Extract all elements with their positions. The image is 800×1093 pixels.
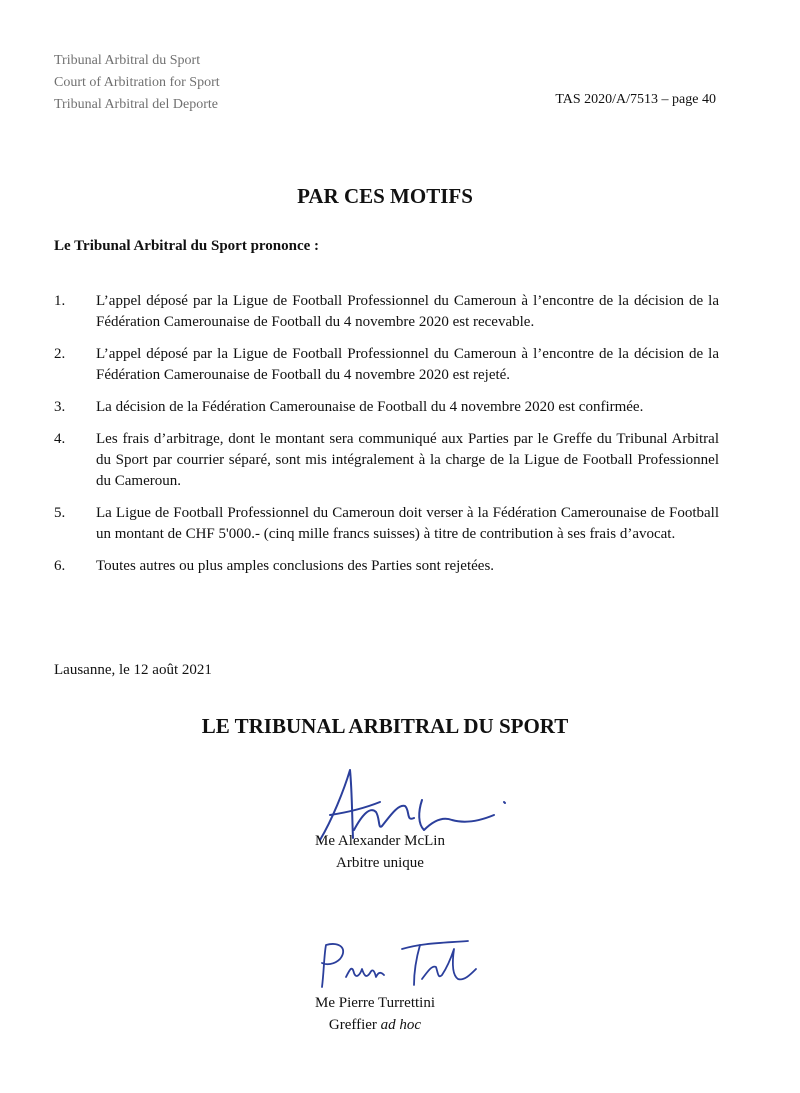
ruling-item <box>54 291 719 333</box>
arbitre-name: Me Alexander McLin <box>315 833 445 849</box>
institution-name-fr: Tribunal Arbitral du Sport <box>54 53 201 68</box>
greffier-role: Greffier <box>328 1017 377 1033</box>
intro-line: Le Tribunal Arbitral du Sport prononce : <box>54 238 320 254</box>
ruling-number: 5. <box>54 505 66 521</box>
section-title: PAR CES MOTIFS <box>297 184 473 208</box>
institution-name-es: Tribunal Arbitral del Deporte <box>54 97 218 112</box>
greffier-signature <box>310 935 480 995</box>
arbitre-role: Arbitre unique <box>336 855 424 871</box>
greffier-role-line <box>300 1014 450 1036</box>
institution-name-en: Court of Arbitration for Sport <box>54 75 220 90</box>
ruling-number: 2. <box>54 346 66 362</box>
ruling-text: L’appel déposé par la Ligue de Football Professionnel du Cameroun à l’encontre de la décision de la Fédération Camerounaise de Football du 4 novembre 2020 est recevable. <box>96 293 719 330</box>
ruling-number: 1. <box>54 293 66 309</box>
ruling-number: 4. <box>54 431 66 447</box>
ruling-item <box>54 503 719 545</box>
ruling-item <box>54 429 719 492</box>
ruling-text: Les frais d’arbitrage, dont le montant sera communiqué aux Parties par le Greffe du Tribunal Arbitral du Sport par courrier séparé, sont mis intégralement à la charge de la Ligue de Football Professionnel du Cameroun. <box>96 431 719 489</box>
greffier-block <box>300 992 450 1036</box>
place-and-date: Lausanne, le 12 août 2021 <box>54 662 212 678</box>
case-reference: TAS 2020/A/7513 – page 40 <box>555 92 716 107</box>
ruling-text: L’appel déposé par la Ligue de Football Professionnel du Cameroun à l’encontre de la décision de la Fédération Camerounaise de Football du 4 novembre 2020 est rejeté. <box>96 346 719 383</box>
ruling-item <box>54 397 719 418</box>
ruling-text: La Ligue de Football Professionnel du Cameroun doit verser à la Fédération Camerounaise de Football un montant de CHF 5'000.- (cinq mille francs suisses) à titre de contribution à ses frais d’avocat. <box>96 505 719 542</box>
ruling-list <box>54 291 719 588</box>
tribunal-heading: LE TRIBUNAL ARBITRAL DU SPORT <box>201 714 569 738</box>
ruling-number: 6. <box>54 558 66 574</box>
ruling-item <box>54 344 719 386</box>
ruling-text: La décision de la Fédération Camerounaise de Football du 4 novembre 2020 est confirmée. <box>96 399 644 415</box>
arbitre-block <box>290 830 470 874</box>
ruling-text: Toutes autres ou plus amples conclusions des Parties sont rejetées. <box>96 558 495 574</box>
ruling-number: 3. <box>54 399 66 415</box>
ruling-item <box>54 556 719 577</box>
letterhead <box>54 50 220 116</box>
greffier-name: Me Pierre Turrettini <box>315 995 435 1011</box>
greffier-role-suffix: ad hoc <box>380 1017 422 1033</box>
